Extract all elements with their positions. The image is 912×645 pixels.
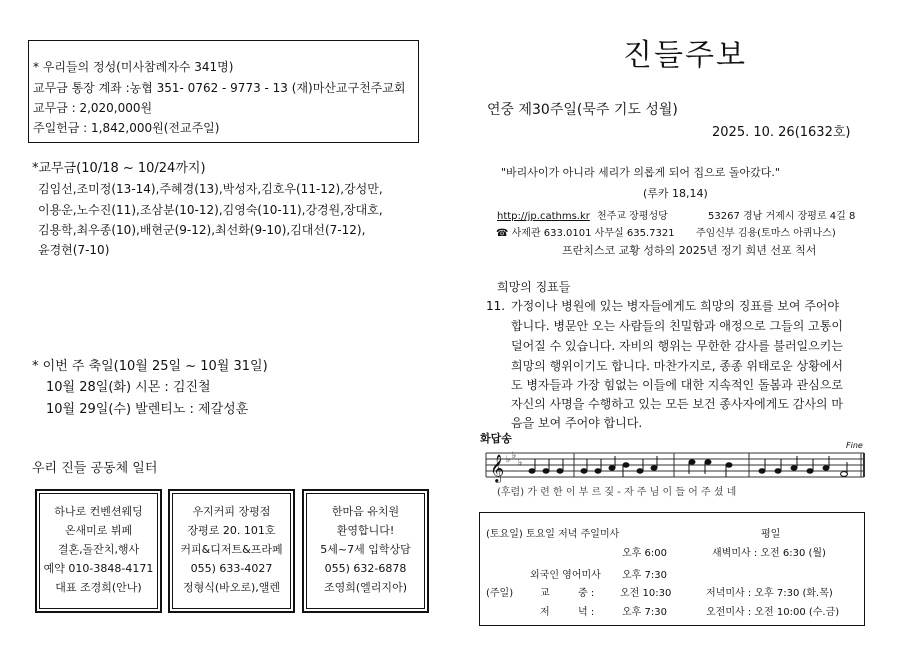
dues-line: 김용학,최우종(10),배현군(9-12),최선화(9-10),김대선(7-12), [38,223,366,237]
bulletin-quote: "바리사이가 아니라 세리가 의롭게 되어 집으로 돌아갔다." [501,166,780,179]
business-line: 커피&디저트&프라페 [180,543,283,556]
psalm-label: 화답송 [480,432,512,445]
hope-text-line: 가정이나 병원에 있는 병자들에게도 희망의 징표를 보여 주어야 [511,299,840,313]
psalm-lyric: (후렴) 가 련 한 이 부 르 짖 - 자 주 님 이 들 어 주 셨 네 [497,487,737,498]
business-line: 5세~7세 입학상담 [320,543,411,556]
bulletin-title: 진들주보 [623,38,747,73]
hope-text-line: 음을 보여 주어야 합니다. [511,416,643,430]
business-line: 하나로 컨벤션웨딩 [54,505,143,518]
business-line: 055) 633-4027 [190,562,273,575]
business-line: 환영합니다! [336,524,395,537]
kyo-mass-time: 오전 10:30 [620,588,672,599]
hope-heading: 희망의 징표들 [497,280,571,294]
feast-header: * 이번 주 축일(10월 25일 ~ 10월 31일) [32,359,268,374]
dues-line: 윤경현(7-10) [38,243,110,257]
hope-text-line: 덜어질 수 있습니다. 자비의 행위는 무한한 감사를 불러일으키는 [511,339,843,353]
kyo-char: 중 : [578,588,595,599]
business-card [35,489,162,613]
offering-dues: 교무금 : 2,020,000원 [33,101,153,115]
morning-weekday-mass: 오전미사 : 오전 10:00 (수.금) [706,607,840,618]
psalm-fine: Fine [846,441,863,450]
offering-box [28,40,419,143]
dues-line: 이용운,노수진(11),조삼분(10-12),김영숙(10-11),강경원,장대호, [38,203,383,217]
hope-text-line: 합니다. 병문안 오는 사람들의 친밀함과 애정으로 그들의 고통이 [511,319,843,333]
foreign-mass-label: 외국인 영어미사 [530,570,601,581]
saturday-mass-label: (토요일) 토요일 저녁 주일미사 [486,529,620,540]
business-line: 장평로 20. 101호 [187,524,276,537]
saturday-mass-time: 오후 6:00 [622,548,667,559]
business-line: 결혼,돌잔치,행사 [57,543,140,556]
sunday-label: (주일) [486,588,514,599]
business-line: 조영희(엘리지아) [324,581,407,594]
feast-item: 10월 29일(수) 발렌티노 : 제갈성훈 [46,402,249,417]
parish-address: 53267 경남 거제시 장평로 4길 8 [708,211,856,222]
svg-text:♭: ♭ [506,455,511,465]
svg-text:♭: ♭ [518,458,523,468]
business-line: 055) 632-6878 [324,562,407,575]
business-line: 한마음 유치원 [331,505,400,518]
business-card [302,489,429,613]
business-card [168,489,295,613]
business-line: 정형식(바오로),앨렌 [182,581,281,594]
hope-text-line: 자신의 사명을 수행하고 있는 모든 보건 종사자에게도 감사의 마 [511,397,843,411]
svg-text:𝄞: 𝄞 [490,454,505,482]
offering-account: 교무금 통장 계좌 :농협 351- 0762 - 9773 - 13 (재)마산교구천주교회 [33,81,406,95]
business-line: 예약 010-3848-4171 [43,562,154,575]
offering-header: * 우리들의 정성(미사참례자수 341명) [33,60,234,74]
parish-name: 천주교 장평성당 [597,211,668,222]
mass-schedule-box [479,512,865,626]
svg-text:♭: ♭ [512,451,517,461]
parish-url[interactable]: http://jp.cathms.kr [497,211,590,222]
feast-item: 10월 28일(화) 시몬 : 김진철 [46,380,211,395]
business-line: 대표 조경희(안나) [55,581,142,594]
kyo-char: 교 [540,588,550,599]
community-title: 우리 진들 공동체 일터 [32,461,158,476]
parish-pastor: 주임신부 김용(토마스 아퀴나스) [696,228,836,239]
papal-bull-title: 프란치스코 교황 성하의 2025년 정기 희년 선포 칙서 [562,244,817,257]
dues-header: *교무금(10/18 ~ 10/24까지) [32,161,206,176]
bulletin-date: 2025. 10. 26(1632호) [712,125,851,140]
bulletin-quote-ref: (루카 18,14) [643,187,708,200]
jeo-char: 저 [540,607,550,618]
jeo-mass-time: 오후 7:30 [622,607,667,618]
hope-number: 11. [486,299,506,313]
parish-phone: ☎ 사제관 633.0101 사무실 635.7321 [496,228,675,239]
hope-text-line: 희망의 행위이기도 합니다. 마찬가지로, 종종 위태로운 상황에서 [511,359,843,373]
evening-weekday-mass: 저녁미사 : 오후 7:30 (화.목) [706,588,833,599]
foreign-mass-time: 오후 7:30 [622,570,667,581]
weekday-header: 평일 [761,529,781,540]
dues-line: 김임선,조미정(13-14),주혜경(13),박성자,김호우(11-12),강성만, [38,182,383,196]
jeo-char: 녁 : [578,607,595,618]
business-line: 온새미로 뷔페 [64,524,133,537]
dawn-mass: 새벽미사 : 오전 6:30 (월) [712,548,826,559]
hope-text-line: 도 병자들과 가장 힘없는 이들에 대한 지속적인 돌봄과 관심으로 [511,378,843,392]
bulletin-sunday: 연중 제30주일(묵주 기도 성월) [487,102,678,118]
business-line: 우지커피 장평점 [192,505,271,518]
offering-sunday: 주일헌금 : 1,842,000원(전교주일) [33,121,220,135]
